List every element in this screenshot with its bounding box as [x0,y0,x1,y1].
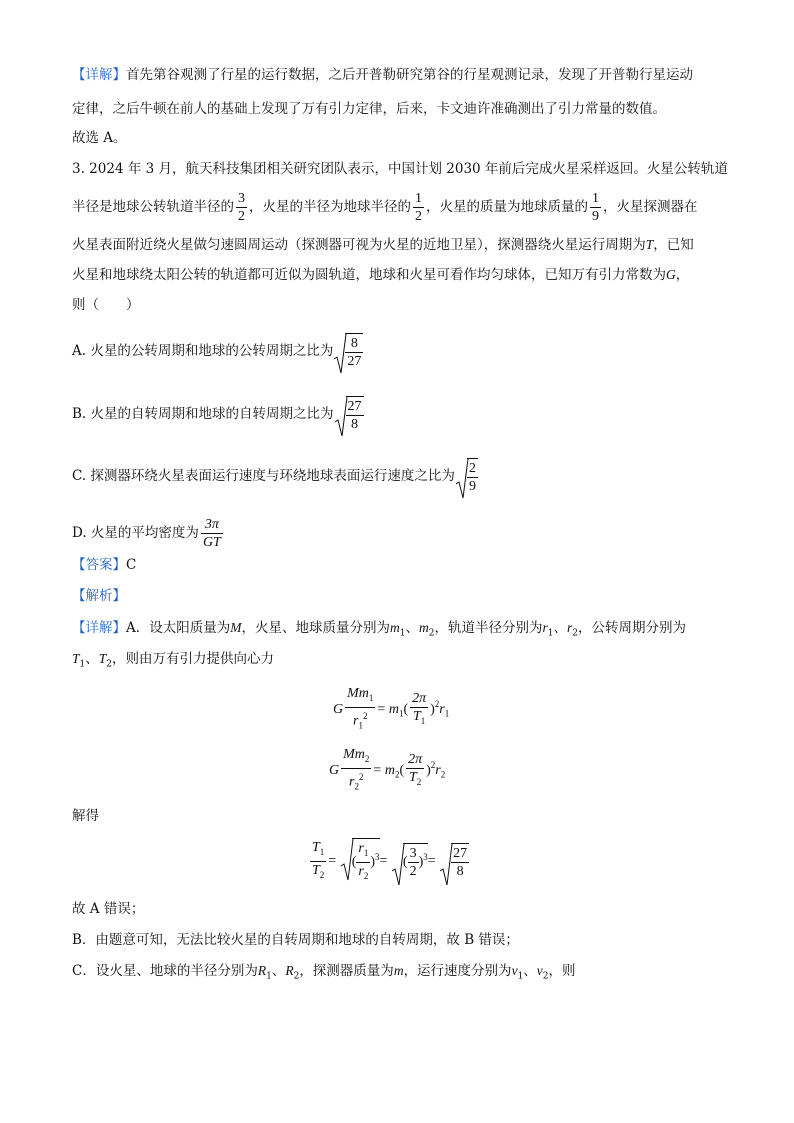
sqrt-27-8: $\frac{27}{8}$ [334,396,364,433]
intro-line-2: 定律，之后牛顿在前人的基础上发现了万有引力定律，后来，卡文迪许准确测出了引力常量的数值。 [72,101,666,117]
answer-line [72,554,136,576]
a-wrong: 故 A 错误； [72,901,145,917]
option-d: D. 火星的平均密度为 $\frac{3\pi}{GT}$ [72,517,221,550]
fraction-1-9: $\frac{1}{9}$ [592,191,599,224]
fraction-3-2: $\frac{3}{2}$ [238,191,245,224]
intro-choice: 故选 A。 [72,130,127,146]
analysis-line [72,585,126,607]
fraction-1-2: $\frac{1}{2}$ [415,191,422,224]
question-line-2: 半径是地球公转轨道半径的 $\frac{3}{2}$ ，火星的半径为地球半径的 $\frac{1}{2}$ ，火星的质量为地球质量的 $\frac{1}{9}$ ，火星探测器在 [72,191,698,224]
c-line: C．设火星、地球的半径分别为$R_1$、$R_2$，探测器质量为m，运行速度分别为$v_1$、$v_2$，则 [72,963,576,982]
answer-value: C [126,557,137,573]
option-c: C. 探测器环绕火星表面运行速度与环绕地球表面运行速度之比为 $\frac{2}{9}$ [72,458,478,495]
fraction-3pi-GT: $\frac{3\pi}{GT}$ [202,517,221,550]
question-line-4: 火星和地球绕太阳公转的轨道都可近似为圆轨道，地球和火星可看作均匀球体，已知万有引力常数为G， [72,267,690,283]
option-a: A. 火星的公转周期和地球的公转周期之比为 $\frac{8}{27}$ [72,333,363,370]
sqrt-8-27: $\frac{8}{27}$ [333,333,363,370]
sqrt-2-9: $\frac{2}{9}$ [455,458,478,495]
question-line-1: 3. 2024 年 3 月，航天科技集团相关研究团队表示，中国计划 2030 年前后完成火星采样返回。火星公转轨道 [72,161,728,177]
equation-2: G $\frac{Mm_2}{r_2^2}$ = $m_2$( $\frac{2\pi}{T_2}$ )$^2r_2$ [329,747,446,792]
intro-line-1 [72,64,693,86]
option-b: B. 火星的自转周期和地球的自转周期之比为 $\frac{27}{8}$ [72,396,364,433]
question-line-5: 则（ ） [72,297,140,313]
solution-line-1: 【详解】A．设太阳质量为M，火星、地球质量分别为$m_1$、$m_2$，轨道半径分别为$r_1$、$r_2$，公转周期分别为 [72,620,686,639]
intro-text-1: 首先第谷观测了行星的运行数据，之后开普勒研究第谷的行星观测记录，发现了开普勒行星运动 [126,67,693,83]
equation-result: $\frac{T_1}{T_2}$ = ( $\frac{r_1}{r_2}$ )$^3$= ( $\frac{3}{2}$ )$^3$= $\frac{27}{8}$ [308,838,469,885]
solve-label: 解得 [72,808,99,824]
answer-tag: 【答案】 [72,557,126,573]
analysis-tag: 【解析】 [72,588,126,604]
question-line-3: 火星表面附近绕火星做匀速圆周运动（探测器可视为火星的近地卫星），探测器绕火星运行周期为T，已知 [72,237,694,253]
solution-line-2: $T_1$、$T_2$，则由万有引力提供向心力 [72,651,274,670]
equation-1: G $\frac{Mm_1}{r_1^2}$ = $m_1$( $\frac{2\pi}{T_1}$ )$^2r_1$ [333,686,450,731]
detail-tag: 【详解】 [72,67,126,83]
b-line: B．由题意可知，无法比较火星的自转周期和地球的自转周期，故 B 错误； [72,932,519,948]
